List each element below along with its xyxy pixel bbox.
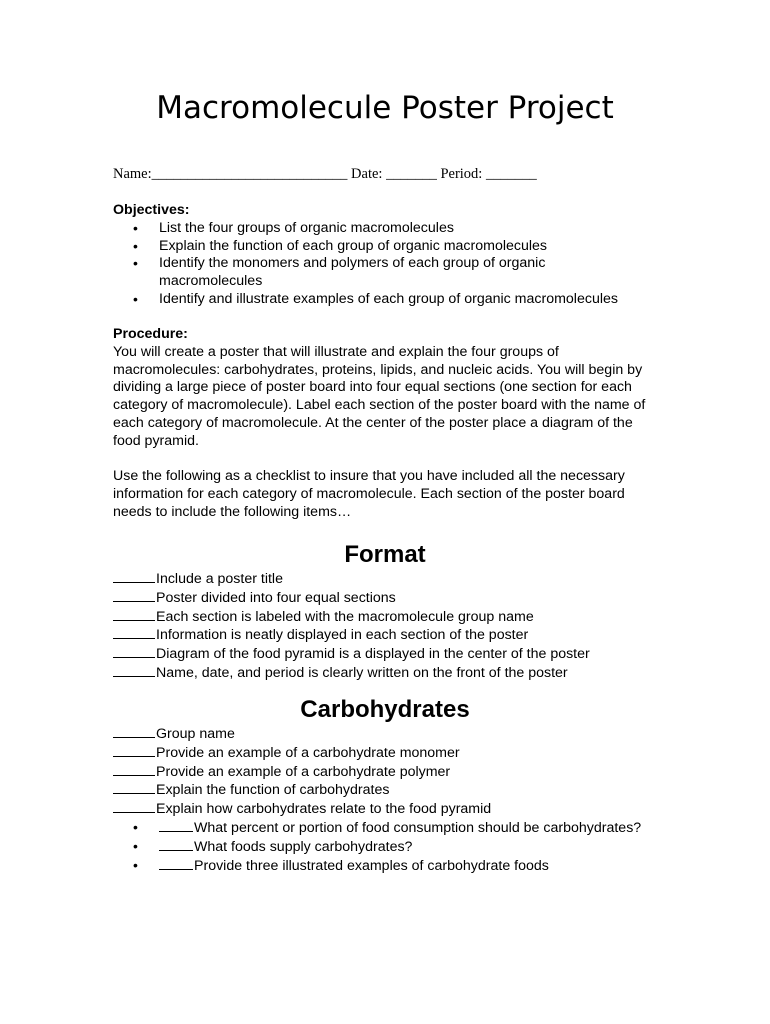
check-blank	[113, 645, 155, 658]
checklist-item	[113, 744, 713, 763]
name-blank: ___________________________	[151, 166, 348, 182]
format-checklist	[113, 570, 673, 683]
name-date-period-line	[113, 166, 537, 183]
sub-checklist-item	[113, 838, 713, 857]
list-item	[113, 220, 673, 238]
page-title: Macromolecule Poster Project	[156, 90, 614, 126]
date-label: Date:	[351, 166, 383, 182]
check-blank	[113, 570, 155, 583]
sub-checklist-item	[113, 819, 713, 838]
date-blank: _______	[386, 166, 437, 182]
check-blank	[159, 819, 193, 832]
bullet-icon: •	[133, 290, 138, 307]
checklist-text: What percent or portion of food consumption should be carbohydrates?	[194, 819, 642, 836]
bullet-icon: •	[133, 856, 138, 873]
sub-checklist-item	[113, 857, 713, 876]
checklist-text: Each section is labeled with the macromolecule group name	[156, 608, 534, 625]
checklist-item	[113, 800, 713, 819]
checklist-text: Provide an example of a carbohydrate polymer	[156, 763, 451, 780]
list-item	[113, 255, 589, 291]
checklist-text: Information is neatly displayed in each section of the poster	[156, 627, 529, 644]
check-blank	[113, 608, 155, 621]
checklist-text: Name, date, and period is clearly written on the front of the poster	[156, 664, 568, 681]
checklist-item	[113, 664, 673, 683]
objectives-list	[113, 220, 673, 309]
checklist-text: Include a poster title	[156, 571, 283, 587]
checklist-text: Diagram of the food pyramid is a displayed in the center of the poster	[156, 646, 590, 663]
checklist-text: Explain the function of carbohydrates	[156, 782, 390, 799]
name-label: Name:	[113, 166, 152, 182]
checklist-item	[113, 763, 713, 782]
check-blank	[113, 725, 155, 738]
procedure-checklist-intro: Use the following as a checklist to insure that you have included all the necessary information for each category of macromolecule. Each section of the poster board needs to include the following items…	[113, 468, 625, 520]
bullet-icon: •	[133, 237, 138, 254]
bullet-icon: •	[133, 219, 138, 236]
bullet-icon: •	[133, 837, 138, 854]
objectives-heading: Objectives:	[113, 202, 190, 218]
bullet-icon: •	[133, 818, 138, 835]
checklist-item	[113, 608, 673, 627]
objectives-section	[113, 202, 673, 309]
carbohydrates-heading: Carbohydrates	[300, 696, 470, 723]
check-blank	[159, 838, 193, 851]
list-item	[113, 238, 673, 256]
carbohydrates-section	[113, 725, 713, 875]
checklist-text: What foods supply carbohydrates?	[194, 838, 413, 855]
bullet-icon: •	[133, 255, 138, 272]
checklist-text: Explain how carbohydrates relate to the food pyramid	[156, 801, 492, 818]
check-blank	[113, 626, 155, 639]
checklist-item	[113, 781, 713, 800]
objective-text: Explain the function of each group of organic macromolecules	[159, 237, 548, 254]
procedure-heading: Procedure:	[113, 326, 188, 342]
check-blank	[159, 857, 193, 870]
checklist-item	[113, 626, 673, 645]
checklist-item	[113, 589, 673, 608]
objective-text: Identify and illustrate examples of each group of organic macromolecules	[159, 290, 618, 307]
checklist-item	[113, 645, 673, 664]
check-blank	[113, 589, 155, 602]
checklist-text: Poster divided into four equal sections	[156, 589, 396, 606]
format-heading: Format	[344, 541, 426, 568]
check-blank	[113, 763, 155, 776]
check-blank	[113, 800, 155, 813]
check-blank	[113, 664, 155, 677]
procedure-section	[113, 326, 653, 522]
period-label: Period:	[440, 166, 483, 182]
checklist-item	[113, 570, 673, 589]
checklist-item	[113, 725, 713, 744]
check-blank	[113, 744, 155, 757]
checklist-text: Provide three illustrated examples of carbohydrate foods	[194, 857, 549, 874]
objective-text: List the four groups of organic macromolecules	[159, 219, 454, 236]
period-blank: _______	[485, 166, 537, 182]
list-item	[113, 291, 673, 309]
checklist-text: Group name	[156, 726, 235, 742]
carbohydrates-checklist	[113, 725, 713, 819]
format-section	[113, 570, 673, 683]
procedure-paragraph: You will create a poster that will illustrate and explain the four groups of macromolecules: carbohydrates, proteins, lipids, and nucleic acids. You will begin by dividing a large piece of poster board into four equal sections (one section for each category of macromolecule). Label each section of the poster board with the name of each category of macromolecule. At the center of the poster place a diagram of the food pyramid.	[113, 343, 646, 449]
check-blank	[113, 781, 155, 794]
checklist-text: Provide an example of a carbohydrate monomer	[156, 744, 460, 761]
carbohydrates-sub-checklist	[113, 819, 713, 875]
objective-text: Identify the monomers and polymers of each group of organic macromolecules	[159, 255, 546, 290]
